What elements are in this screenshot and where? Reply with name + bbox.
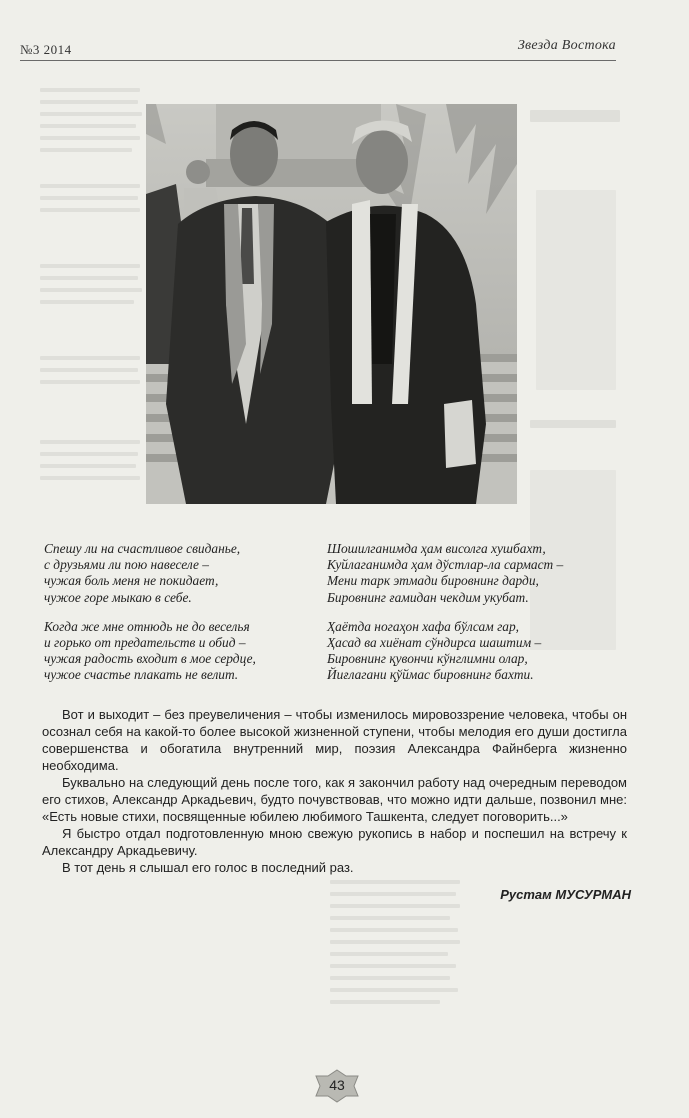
poem-line: чужая радость входит в мое сердце, — [44, 651, 256, 667]
author-signature: Рустам МУСУРМАН — [500, 887, 631, 902]
photo-two-men-icon — [146, 104, 517, 504]
poem-stanza — [44, 619, 314, 684]
running-header — [20, 38, 616, 61]
photo-two-men — [146, 104, 517, 504]
poem-line: Когда же мне отнюдь не до веселья — [44, 618, 250, 634]
page-number-label: 43 — [329, 1077, 345, 1093]
poem-line: чужая боль меня не покидает, — [44, 573, 219, 589]
poem-stanza — [327, 541, 617, 606]
poem-line: чужое счастье плакать не велит. — [44, 667, 239, 683]
poem-stanza — [44, 541, 314, 606]
journal-title: Звезда Востока — [517, 38, 616, 53]
poem-line: Спешу ли на счастливое свиданье, — [44, 541, 241, 556]
poem-stanza — [327, 619, 617, 684]
poem-line: Мени тарк этмади бировнинг дарди, — [327, 573, 539, 589]
poem-line: Шошилганимда ҳам висолга хушбахт, — [327, 541, 546, 556]
poem-line: Ҳаётда ногаҳон хафа бўлсам гар, — [327, 618, 520, 634]
poem-line: и горько от предательств и обид – — [44, 635, 246, 651]
poem-line: Йиғлагани қўймас бировнинг бахти. — [327, 667, 534, 683]
poem-line: Ҳасад ва хиёнат сўндирса шаштим – — [327, 635, 542, 651]
body-paragraph: В тот день я слышал его голос в последний раз. — [62, 860, 354, 875]
poem-line: Бировнинг қувончи кўнглимни олар, — [327, 651, 528, 667]
page-number — [312, 1068, 362, 1104]
body-paragraph: Буквально на следующий день после того, как я закончил работу над очередным переводом его стихов, Александр Аркадьевич, будто почувствовав, что можно идти дальше, позвонил мне: «Есть новые стихи, посвященные юбилею любимого Ташкента, следует поговорить...» — [42, 775, 627, 824]
poem-line: Бировнинг ғамидан чекдим укубат. — [327, 589, 529, 605]
poem-line: чужое горе мыкаю в себе. — [44, 589, 192, 605]
body-paragraph: Я быстро отдал подготовленную мною свежую рукопись в набор и поспешил на встречу к Александру Аркадьевичу. — [42, 826, 627, 858]
poem-line: с друзьями ли пою навеселе – — [44, 557, 209, 573]
article-body — [42, 706, 627, 876]
poem-line: Куйлаганимда ҳам дўстлар-ла сармаст – — [327, 557, 564, 573]
poem-uzbek — [327, 541, 617, 697]
issue-number: №3 2014 — [20, 42, 72, 57]
body-paragraph: Вот и выходит – без преувеличения – чтобы изменилось мировоззрение человека, чтобы он осознал себя на какой-то более высокой жизненной ступени, чтобы мелодия его души достигла совершенства и обогатила внутренний мир, поэзия Александра Файнберга жизненно необходима. — [42, 707, 627, 773]
poem-russian — [44, 541, 314, 697]
